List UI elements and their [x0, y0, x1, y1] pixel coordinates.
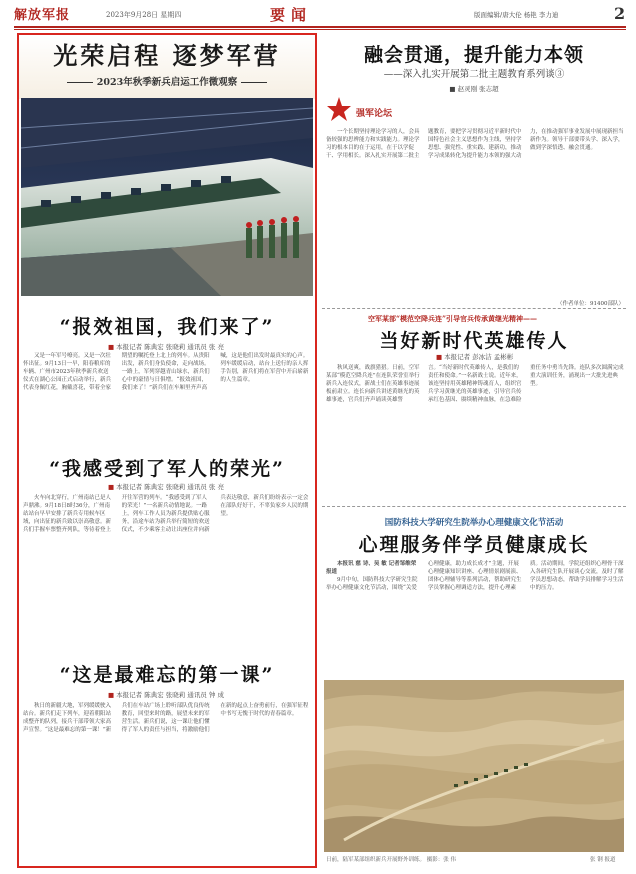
- section3-body: [23, 702, 311, 862]
- section3-paragraph: 秋日的新疆大地，军列缓缓驶入站台。新兵们走下列车，迎着朝阳站成整齐的队列，接兵干部带领大家高声宣誓。“这是最难忘的第一课！”新兵们在车站广场上聆听部队优良传统教育，回望来时的路，展望未来的军营生活。新兵们说，这一课让他们懂得了军人的责任与担当，将激励他们在新的起点上奋勇前行，在强军征程中书写无愧于时代的青春篇章。: [23, 703, 309, 733]
- editor-info: 版面编辑/唐大伦 杨艳 李力迪: [474, 11, 559, 19]
- report-byline: ■ 本报记者 彭冰洁 孟彬彬: [436, 352, 513, 361]
- train-photo-image: [21, 98, 313, 296]
- news-byline: [326, 560, 420, 576]
- report-body: [326, 364, 624, 500]
- divider-2: [322, 506, 626, 507]
- section2-byline: ■ 本报记者 陈典宏 张晓莉 通讯员 张 亮: [108, 482, 224, 491]
- page-number: 2: [614, 4, 626, 23]
- train-station-photo: [21, 98, 313, 296]
- section3-title: “这是最难忘的第一课”: [59, 664, 275, 686]
- page-header: [14, 4, 626, 26]
- header-rule: [14, 26, 626, 28]
- section1-byline: ■ 本报记者 陈典宏 张晓莉 通讯员 张 亮: [108, 342, 224, 351]
- news-title: 心理服务伴学员健康成长: [358, 534, 590, 556]
- feature-title: 光荣启程 逐梦军营: [53, 41, 281, 70]
- newspaper-logo: 解放军报: [14, 8, 71, 23]
- news-body: [326, 560, 624, 672]
- photo-caption: 日前，陆军某部组织新兵开展野外训练。 摄影：张 伟: [326, 857, 456, 863]
- theory-subtitle: ——深入扎实开展第二批主题教育系列谈③: [383, 69, 565, 80]
- theory-credit: （作者单位：91400部队）: [557, 301, 624, 307]
- section1-title: “报效祖国，我们来了”: [59, 316, 275, 338]
- news-kicker: 国防科技大学研究生院举办心理健康文化节活动: [384, 518, 564, 528]
- theory-body: [326, 128, 624, 300]
- column-label: 强军论坛: [356, 109, 393, 119]
- star-emblem-icon: [326, 96, 352, 122]
- theory-paragraph: 一个长期坚持理论学习的人，会具备较强的思辨能力和实践能力。理论学习的根本目的在于运用，在于以学促干、学用相长。深入扎实开展第二批主题教育，要把学习贯彻习近平新时代中国特色社会主义思想作为主线，坚持学思想、强党性、重实践、建新功，推动学习成果转化为提升能力本领的强大动力，在推动强军事业发展中展现新担当新作为。领导干部要带头学、深入学，做到学深悟透、融会贯通。: [326, 129, 624, 159]
- section2-body: [23, 494, 311, 654]
- divider: [322, 308, 626, 309]
- news-byline-text: 本报讯 慈 诗、吴 敏 记者邹维荣报道: [326, 561, 417, 575]
- section2-paragraph: 火车向北穿行，广州南站已是人声鼎沸。9月18日8时36分，广州南站站台早早安排了新兵专用候车区域，向出征的新兵致以崇高敬意。新兵们手握车票整齐列队，等待着登上开往军营的列车。“我感受到了军人的荣光！”一名新兵动情地说。一路上，列车工作人员为新兵提供贴心服务，沿途车站为新兵举行简短的欢送仪式，不少乘客主动让出座位并向新兵表达敬意，新兵们纷纷表示一定会在部队好好干，不辜负家乡人民的期望。: [23, 495, 309, 533]
- section-name: 要闻: [270, 6, 313, 24]
- report-paragraph: 秋风送爽，战旗猎猎。日前，空军某部“模范空降兵连”在连队荣誉室举行新兵入连仪式，新战士们在英雄事迹展板前肃立。连长向新兵讲述黄继光的英雄事迹，官兵们齐声诵读英雄誓言。“当好新时代英雄传人，是我们的责任和使命。”一名新战士说。近年来，该连坚持用英雄精神铸魂育人，组织官兵学习黄继光的英雄事迹，引导官兵传承红色基因、赓续精神血脉，在急难险重任务中勇当先锋。连队多次圆满完成重大演训任务，涌现出一大批先进典型。: [326, 365, 624, 403]
- section1-body: [23, 352, 311, 452]
- training-desert-photo: [324, 680, 624, 852]
- theory-title: 融会贯通，提升能力本领: [363, 44, 584, 66]
- section2-title: “我感受到了军人的荣光”: [49, 458, 285, 480]
- theory-byline: ■ 赵灵刚 张志超: [449, 85, 499, 93]
- news-paragraph: 9月中旬，国防科技大学研究生院举办心理健康文化节活动，围绕“关爱心理健康，助力成长成才”主题，开展心理健康知识讲座、心理情景剧展演、团体心理辅导等系列活动，帮助研究生学员掌握心理调适方法，提升心理素质。活动期间，学院还组织心理骨干深入各研究生队开展谈心交流，及时了解学员思想动态，帮助学员排解学习生活中的压力。: [326, 561, 624, 591]
- desert-photo-image: [324, 680, 624, 852]
- section3-byline: ■ 本报记者 陈典宏 张晓莉 通讯员 钟 成: [108, 690, 224, 699]
- issue-date: 2023年9月28日 星期四: [106, 11, 182, 19]
- report-title: 当好新时代英雄传人: [379, 330, 569, 352]
- header-rule-thin: [14, 29, 626, 30]
- report-kicker: 空军某部“模范空降兵连”引导官兵传承黄继光精神——: [368, 314, 538, 323]
- section1-paragraph: 又是一年军号嘹亮。又是一次壮怀出征。9月13日一早，阳春粮库的车辆、广州市2023年秋季新兵欢送仪式在湖心公园正式启动举行，新兵代表身佩红花，胸戴喜花，带着全家期望的嘱托登上北上的列车。从贵阳出发，新兵们身负使命，走向战场。一路上，军列穿越青山绿水，新兵们心中的豪情与日俱增。“报效祖国，我们来了！”新兵们在车厢里齐声高喊，这是他们出发时最真实的心声。列车缓缓启动，站台上送行的亲人挥手告别，新兵们将在军营中开启崭新的人生篇章。: [23, 353, 309, 391]
- photo-editor: 张 钢 报道: [590, 857, 616, 863]
- feature-subtitle: 2023年秋季新兵启运工作微观察: [19, 74, 315, 88]
